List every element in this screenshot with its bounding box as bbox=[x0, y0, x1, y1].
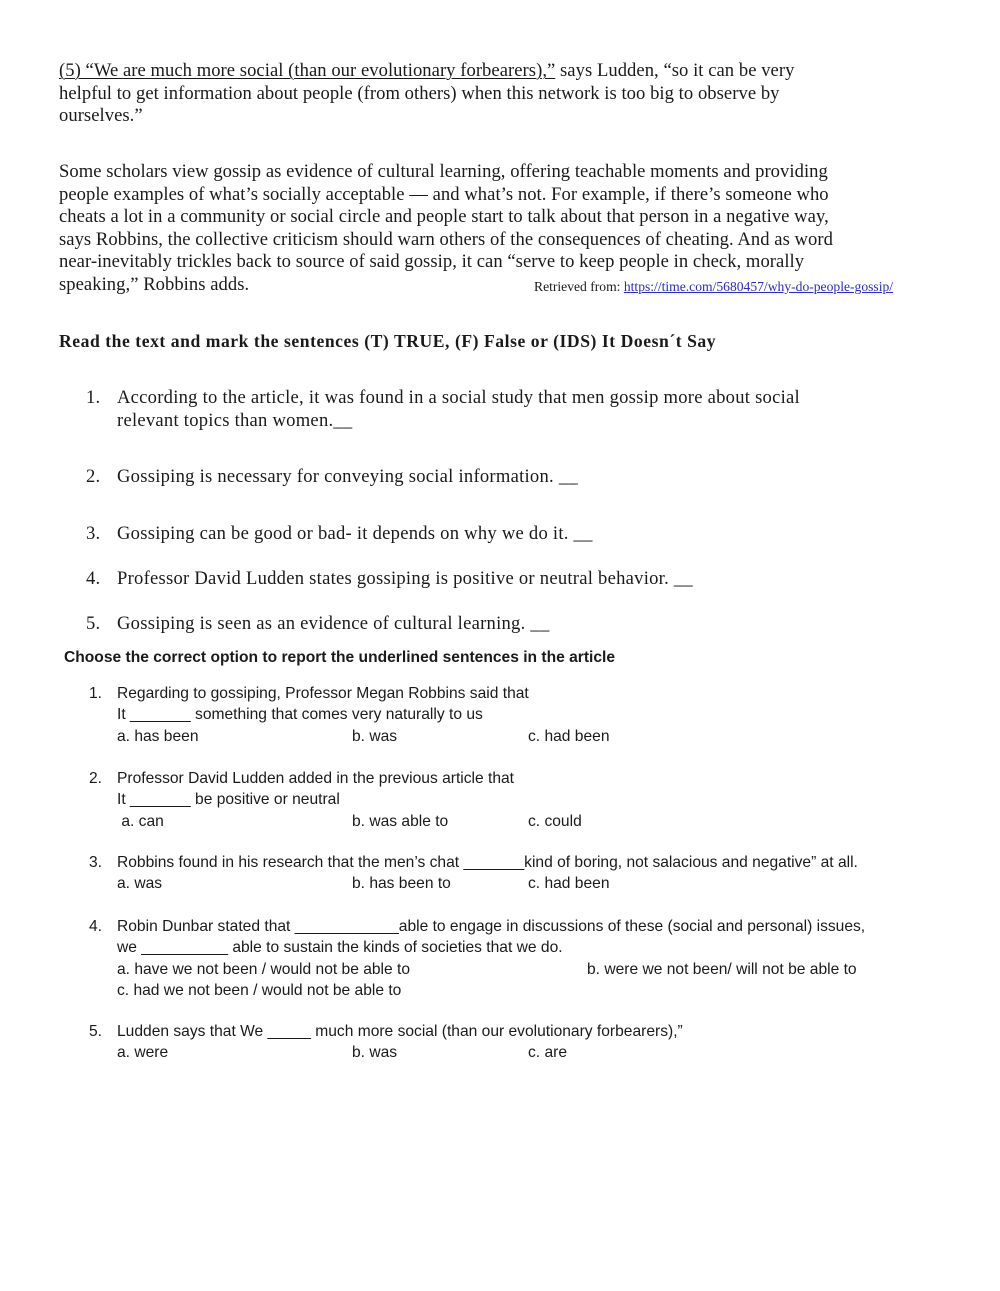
paragraph-text: says Ludden, “so it can be very bbox=[555, 60, 795, 81]
article-paragraph-ludden bbox=[59, 60, 939, 128]
source-citation bbox=[534, 279, 893, 295]
true-false-section-title: Read the text and mark the sentences (T) TRUE, (F) False or (IDS) It Doesn´t Say bbox=[59, 331, 717, 351]
option-a[interactable]: a. were bbox=[117, 1044, 169, 1062]
reported-speech-item-4 bbox=[89, 916, 969, 1001]
option-b[interactable]: b. was bbox=[352, 1044, 398, 1062]
item-text-answer-blank[interactable]: Professor David Ludden states gossiping is positive or neutral behavior. __ bbox=[117, 568, 693, 589]
item-text-answer-blank[interactable]: Gossiping can be good or bad- it depends on why we do it. __ bbox=[117, 523, 593, 544]
options-row bbox=[117, 980, 969, 1001]
option-b[interactable]: b. were we not been/ will not be able to bbox=[587, 960, 857, 978]
paragraph-text: ourselves.” bbox=[59, 105, 143, 127]
options-row bbox=[117, 1042, 969, 1063]
source-link[interactable]: https://time.com/5680457/why-do-people-gossip/ bbox=[623, 279, 894, 294]
options-row bbox=[117, 873, 969, 894]
article-paragraph-cultural-learning bbox=[59, 161, 939, 297]
item-number: 4. bbox=[86, 568, 101, 589]
option-c[interactable]: c. had been bbox=[528, 875, 610, 893]
item-number: 3. bbox=[86, 523, 101, 544]
option-b[interactable]: b. was bbox=[352, 727, 398, 745]
paragraph-line: near-inevitably trickles back to source of said gossip, it can “serve to keep people in check, morally bbox=[59, 251, 805, 273]
item-sentence-blank[interactable]: It _______ something that comes very naturally to us bbox=[117, 706, 483, 724]
item-number: 4. bbox=[89, 918, 103, 935]
paragraph-line: Some scholars view gossip as evidence of cultural learning, offering teachable moments and providing bbox=[59, 161, 828, 182]
options-row bbox=[117, 811, 969, 832]
options-row bbox=[117, 959, 969, 980]
item-text-answer-blank[interactable]: Gossiping is seen as an evidence of cultural learning. __ bbox=[117, 613, 550, 634]
option-b[interactable]: b. was able to bbox=[352, 812, 449, 830]
options-row bbox=[117, 726, 969, 747]
item-number: 3. bbox=[89, 854, 103, 871]
item-number: 2. bbox=[89, 770, 103, 787]
item-sentence-blank[interactable]: Ludden says that We _____ much more social (than our evolutionary forbearers),” bbox=[117, 1023, 683, 1040]
item-sentence-blank[interactable]: Robin Dunbar stated that ____________able to engage in discussions of these (social and personal) issues, bbox=[117, 918, 866, 935]
option-b[interactable]: b. has been to bbox=[352, 875, 451, 893]
option-c[interactable]: c. had we not been / would not be able to bbox=[117, 981, 402, 999]
reported-speech-item-2 bbox=[89, 768, 969, 832]
underlined-quote: (5) “We are much more social (than our evolutionary forbearers),” bbox=[59, 60, 556, 81]
true-false-item-2 bbox=[86, 466, 886, 489]
item-text: According to the article, it was found in a social study that men gossip more about social bbox=[117, 387, 800, 408]
option-c[interactable]: c. could bbox=[528, 812, 582, 830]
option-a[interactable]: a. has been bbox=[117, 727, 199, 745]
true-false-item-5 bbox=[86, 613, 886, 636]
option-c[interactable]: c. are bbox=[528, 1044, 567, 1062]
option-a[interactable]: a. can bbox=[117, 812, 164, 830]
paragraph-line: people examples of what’s socially acceptable — and what’s not. For example, if there’s someone who bbox=[59, 183, 829, 205]
item-number: 2. bbox=[86, 466, 101, 487]
item-prompt: Professor David Ludden added in the previous article that bbox=[117, 770, 515, 787]
reported-speech-section-title: Choose the correct option to report the underlined sentences in the article bbox=[64, 649, 616, 666]
item-number: 5. bbox=[86, 613, 101, 634]
paragraph-line: cheats a lot in a community or social circle and people start to talk about that person in a negative way, bbox=[59, 206, 829, 228]
paragraph-text: helpful to get information about people (from others) when this network is too big to observe by bbox=[59, 82, 780, 104]
option-a[interactable]: a. have we not been / would not be able to bbox=[117, 960, 411, 978]
item-number: 1. bbox=[86, 387, 101, 408]
reported-speech-item-1 bbox=[89, 683, 969, 747]
item-text-answer-blank[interactable]: Gossiping is necessary for conveying social information. __ bbox=[117, 466, 578, 487]
true-false-item-4 bbox=[86, 568, 886, 591]
reported-speech-item-5 bbox=[89, 1021, 969, 1064]
source-label: Retrieved from: bbox=[534, 279, 624, 294]
item-number: 5. bbox=[89, 1023, 103, 1040]
option-a[interactable]: a. was bbox=[117, 875, 163, 893]
paragraph-line: speaking,” Robbins adds. bbox=[59, 273, 250, 295]
option-c[interactable]: c. had been bbox=[528, 727, 610, 745]
item-sentence-blank[interactable]: Robbins found in his research that the men’s chat _______kind of boring, not salacious and negative” at all. bbox=[117, 854, 858, 871]
item-text-answer-blank[interactable]: relevant topics than women.__ bbox=[117, 409, 353, 431]
reported-speech-item-3 bbox=[89, 852, 969, 895]
true-false-item-1 bbox=[86, 387, 886, 432]
item-sentence-blank[interactable]: It _______ be positive or neutral bbox=[117, 791, 340, 809]
true-false-item-3 bbox=[86, 523, 886, 546]
item-number: 1. bbox=[89, 685, 103, 702]
paragraph-line: says Robbins, the collective criticism should warn others of the consequences of cheating. And as word bbox=[59, 228, 833, 250]
item-sentence-blank[interactable]: we __________ able to sustain the kinds of societies that we do. bbox=[117, 939, 563, 957]
item-prompt: Regarding to gossiping, Professor Megan Robbins said that bbox=[117, 685, 529, 702]
